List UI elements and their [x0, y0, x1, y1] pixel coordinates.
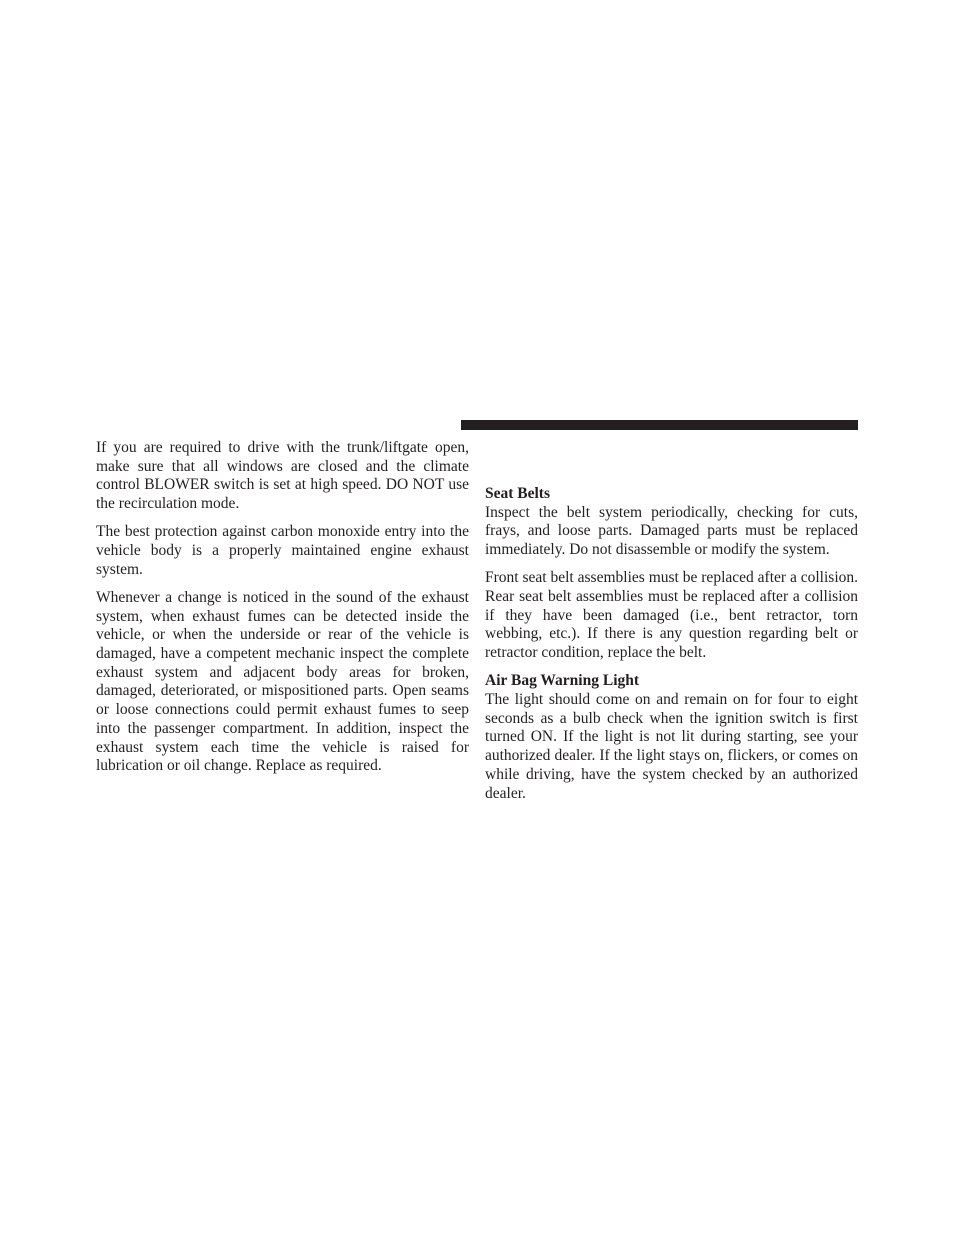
paragraph-air-bag-light: The light should come on and remain on for four to eight seconds as a bulb check when the ignition switch is first turned ON. If the light is not lit during starting, see your authorized dealer. If the light stays on, flickers, or comes on while driving, have the system checked by an authorized dealer. [485, 691, 858, 802]
left-column [96, 439, 469, 785]
paragraph-seat-belts-inspect: Inspect the belt system periodically, checking for cuts, frays, and loose parts. Damaged parts must be replaced immediately. Do not disassemble or modify the system. [485, 503, 858, 559]
paragraph-carbon-monoxide: The best protection against carbon monoxide entry into the vehicle body is a properly maintained engine exhaust system. [96, 523, 469, 578]
heading-seat-belts: Seat Belts [485, 485, 551, 502]
section-header-bar [461, 420, 858, 430]
paragraph-trunk-open: If you are required to drive with the trunk/liftgate open, make sure that all windows are closed and the climate control BLOWER switch is set at high speed. DO NOT use the recirculation mode. [96, 439, 469, 513]
right-column [485, 485, 858, 813]
paragraph-seat-belts-replace: Front seat belt assemblies must be replaced after a collision. Rear seat belt assemblies must be replaced after a collision if they have been damaged (i.e., bent retractor, torn webbing, etc.). If there is any question regarding belt or retractor condition, replace the belt. [485, 569, 858, 662]
heading-air-bag-warning-light: Air Bag Warning Light [485, 672, 640, 690]
paragraph-exhaust-inspection: Whenever a change is noticed in the sound of the exhaust system, when exhaust fumes can be detected inside the vehicle, or when the underside or rear of the vehicle is damaged, have a competent mechanic inspect the complete exhaust system and adjacent body areas for broken, damaged, deteriorated, or mispositioned parts. Open seams or loose connections could permit exhaust fumes to seep into the passenger compartment. In addition, inspect the exhaust system each time the vehicle is raised for lubrication or oil change. Replace as required. [96, 588, 469, 775]
